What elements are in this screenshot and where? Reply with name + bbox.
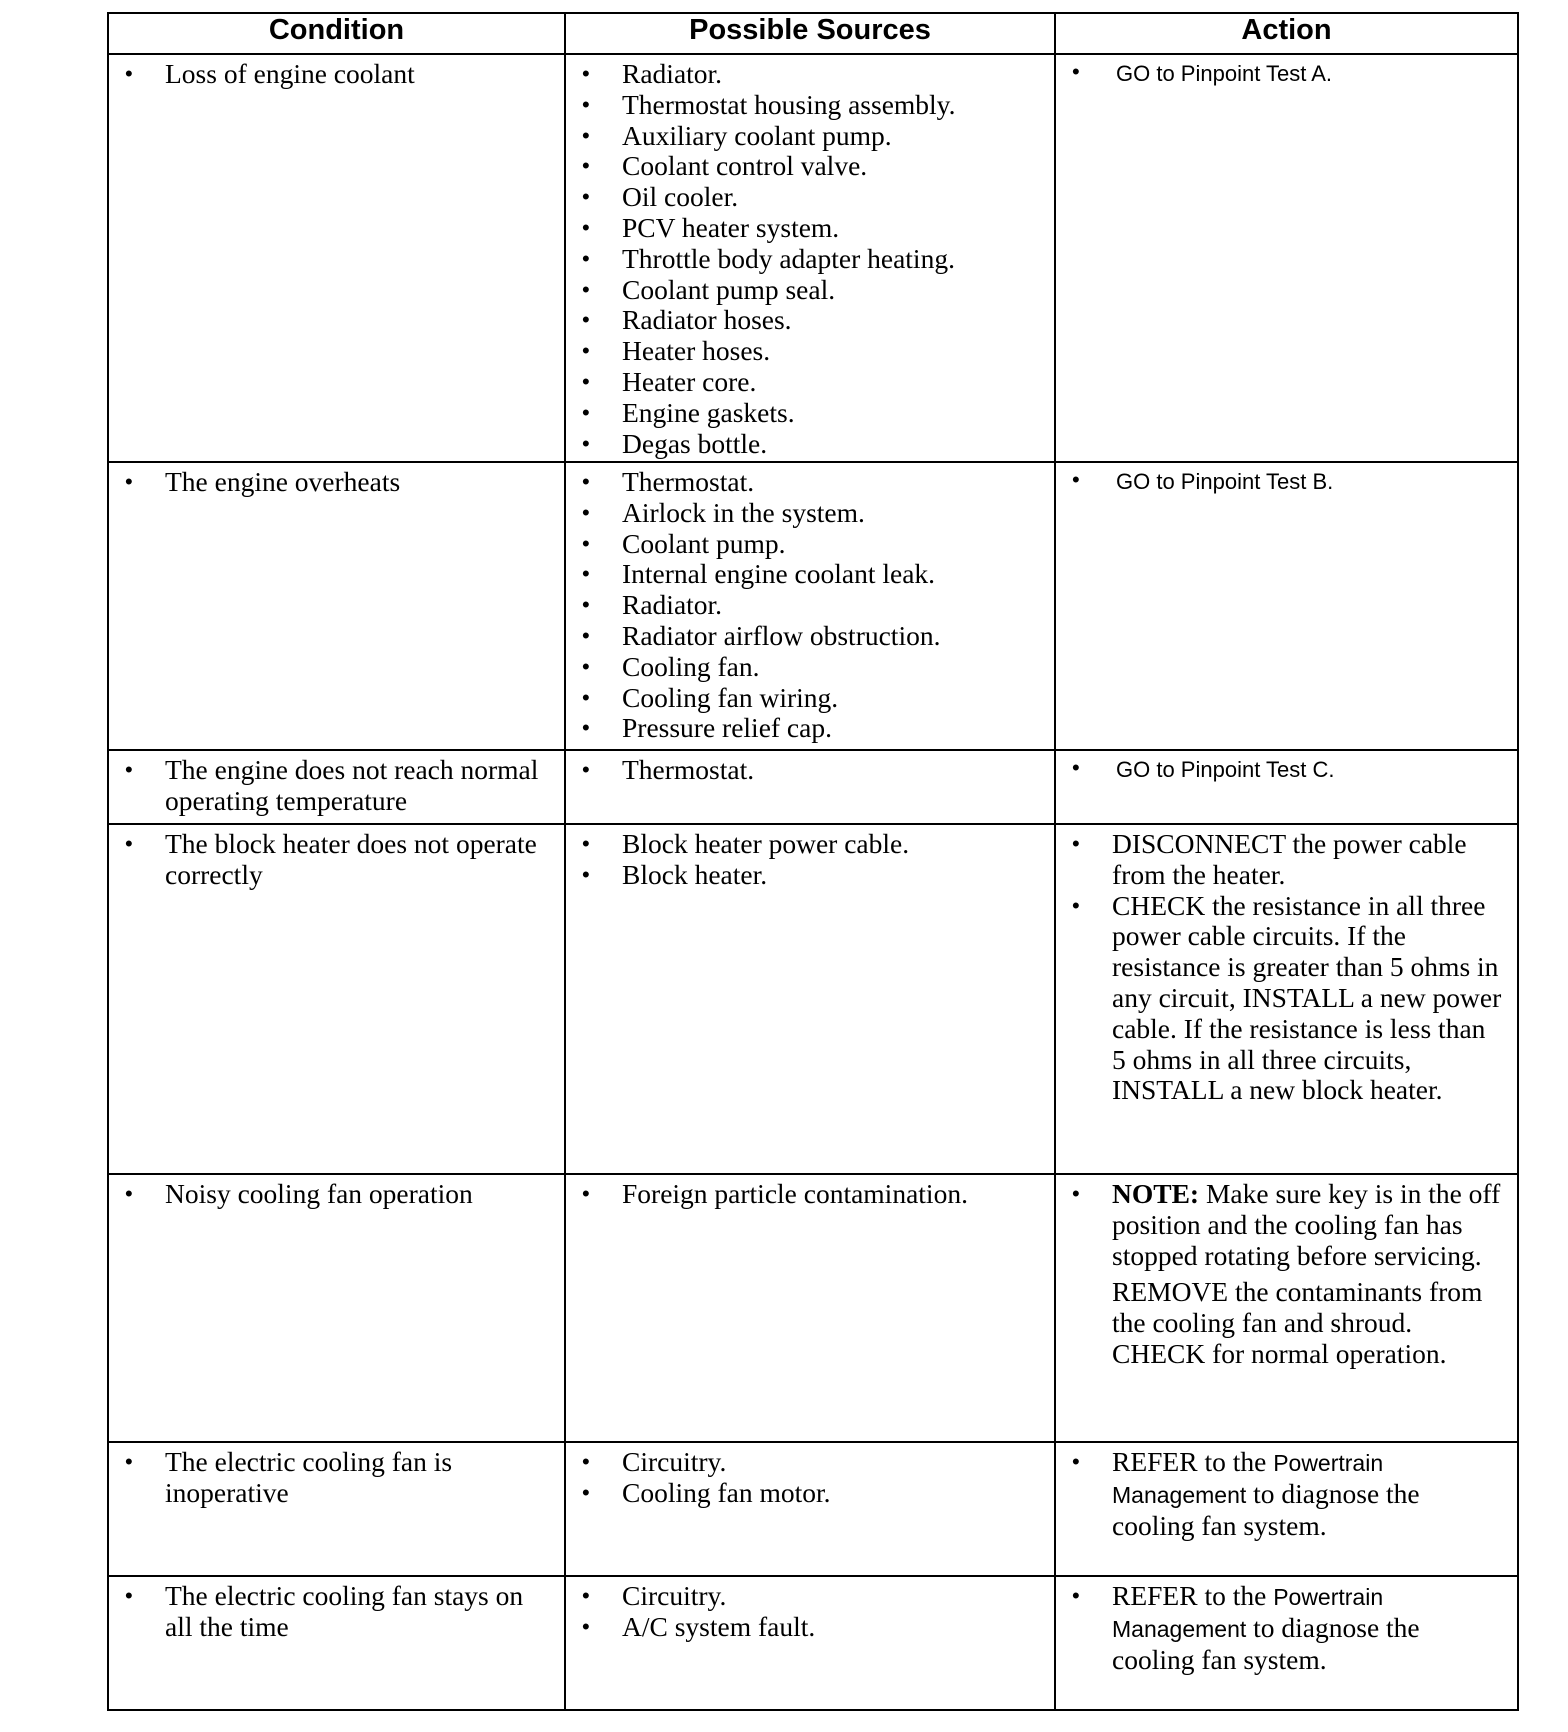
sources-cell [565,1442,1055,1576]
source-item: • A/C system fault. [566,1612,1054,1643]
action-prefix: REFER to the [1112,1580,1267,1611]
action-prefix: REFER to the [1112,1446,1267,1477]
table-row [108,54,1518,462]
source-item: • Radiator. [566,59,1054,90]
source-item: • Block heater. [566,860,1054,891]
action-cell [1055,54,1518,462]
symptom-chart-table [107,12,1519,1711]
table-row [108,462,1518,750]
source-item: • Circuitry. [566,1581,1054,1612]
sources-cell [565,824,1055,1174]
note-label: NOTE: [1112,1178,1200,1209]
condition-cell [108,750,565,824]
source-item: • Foreign particle contamination. [566,1179,1054,1210]
source-item: • Cooling fan. [566,652,1054,683]
action-item: • DISCONNECT the power cable from the heater. [1056,829,1517,891]
action-paragraph: REMOVE the contaminants from the cooling fan and shroud. CHECK for normal operation. [1112,1276,1483,1369]
sources-cell [565,1576,1055,1710]
source-item: • Pressure relief cap. [566,713,1054,744]
table-row [108,1174,1518,1442]
powertrain-management-link: Powertrain Management [1112,1584,1384,1642]
source-item: • Thermostat. [566,755,1054,786]
condition-cell [108,1174,565,1442]
source-item: • Engine gaskets. [566,398,1054,429]
source-item: • Heater hoses. [566,336,1054,367]
action-cell [1055,1174,1518,1442]
action-suffix: to diagnose the cooling fan system. [1112,1477,1420,1541]
source-item: • Oil cooler. [566,182,1054,213]
pinpoint-test-c-link: • GO to Pinpoint Test C. [1056,755,1517,783]
condition-text: • The electric cooling fan stays on all the time [109,1581,564,1643]
sources-header: Possible Sources [565,13,1055,54]
action-item [1056,1581,1517,1675]
sources-cell [565,1174,1055,1442]
source-item: • Coolant control valve. [566,151,1054,182]
pinpoint-test-b-link: • GO to Pinpoint Test B. [1056,467,1517,495]
powertrain-management-link: Powertrain Management [1112,1450,1384,1508]
condition-cell [108,824,565,1174]
condition-cell [108,462,565,750]
source-item: • Internal engine coolant leak. [566,559,1054,590]
diagnosis-table-page [107,12,1517,1711]
source-item: • PCV heater system. [566,213,1054,244]
source-item: • Throttle body adapter heating. [566,244,1054,275]
sources-cell [565,54,1055,462]
condition-text: • The engine does not reach normal operating temperature [109,755,564,817]
action-cell [1055,462,1518,750]
action-cell [1055,1576,1518,1710]
action-cell [1055,1442,1518,1576]
condition-cell [108,1442,565,1576]
condition-text: • The block heater does not operate correctly [109,829,564,891]
action-cell [1055,750,1518,824]
source-item: • Cooling fan wiring. [566,683,1054,714]
source-item: • Degas bottle. [566,429,1054,460]
action-item [1056,1447,1517,1541]
pinpoint-test-a-link: • GO to Pinpoint Test A. [1056,59,1517,87]
source-item: • Cooling fan motor. [566,1478,1054,1509]
source-item: • Circuitry. [566,1447,1054,1478]
table-row [108,1576,1518,1710]
action-item: • CHECK the resistance in all three power cable circuits. If the resistance is greater than 5 ohms in any circuit, INSTALL a new power cable. If the resistance is less than 5 ohms in all three circuits, INSTALL a new block heater. [1056,891,1517,1107]
source-item: • Thermostat. [566,467,1054,498]
condition-text: • Loss of engine coolant [109,59,564,90]
note-item [1056,1179,1517,1271]
note-text: Make sure key is in the off position and the cooling fan has stopped rotating before servicing. [1112,1178,1501,1271]
sources-cell [565,750,1055,824]
condition-header: Condition [108,13,565,54]
condition-cell [108,1576,565,1710]
source-item: • Radiator. [566,590,1054,621]
source-item: • Thermostat housing assembly. [566,90,1054,121]
table-row [108,1442,1518,1576]
action-cell [1055,824,1518,1174]
action-suffix: to diagnose the cooling fan system. [1112,1611,1420,1675]
source-item: • Airlock in the system. [566,498,1054,529]
table-row [108,824,1518,1174]
sources-cell [565,462,1055,750]
condition-text: • The engine overheats [109,467,564,498]
header-row [108,13,1518,54]
source-item: • Radiator hoses. [566,305,1054,336]
source-item: • Coolant pump seal. [566,275,1054,306]
condition-text: • The electric cooling fan is inoperative [109,1447,564,1509]
source-item: • Radiator airflow obstruction. [566,621,1054,652]
source-item: • Block heater power cable. [566,829,1054,860]
condition-text: • Noisy cooling fan operation [109,1179,564,1210]
source-item: • Heater core. [566,367,1054,398]
action-header: Action [1055,13,1518,54]
source-item: • Auxiliary coolant pump. [566,121,1054,152]
source-item: • Coolant pump. [566,529,1054,560]
condition-cell [108,54,565,462]
table-row [108,750,1518,824]
